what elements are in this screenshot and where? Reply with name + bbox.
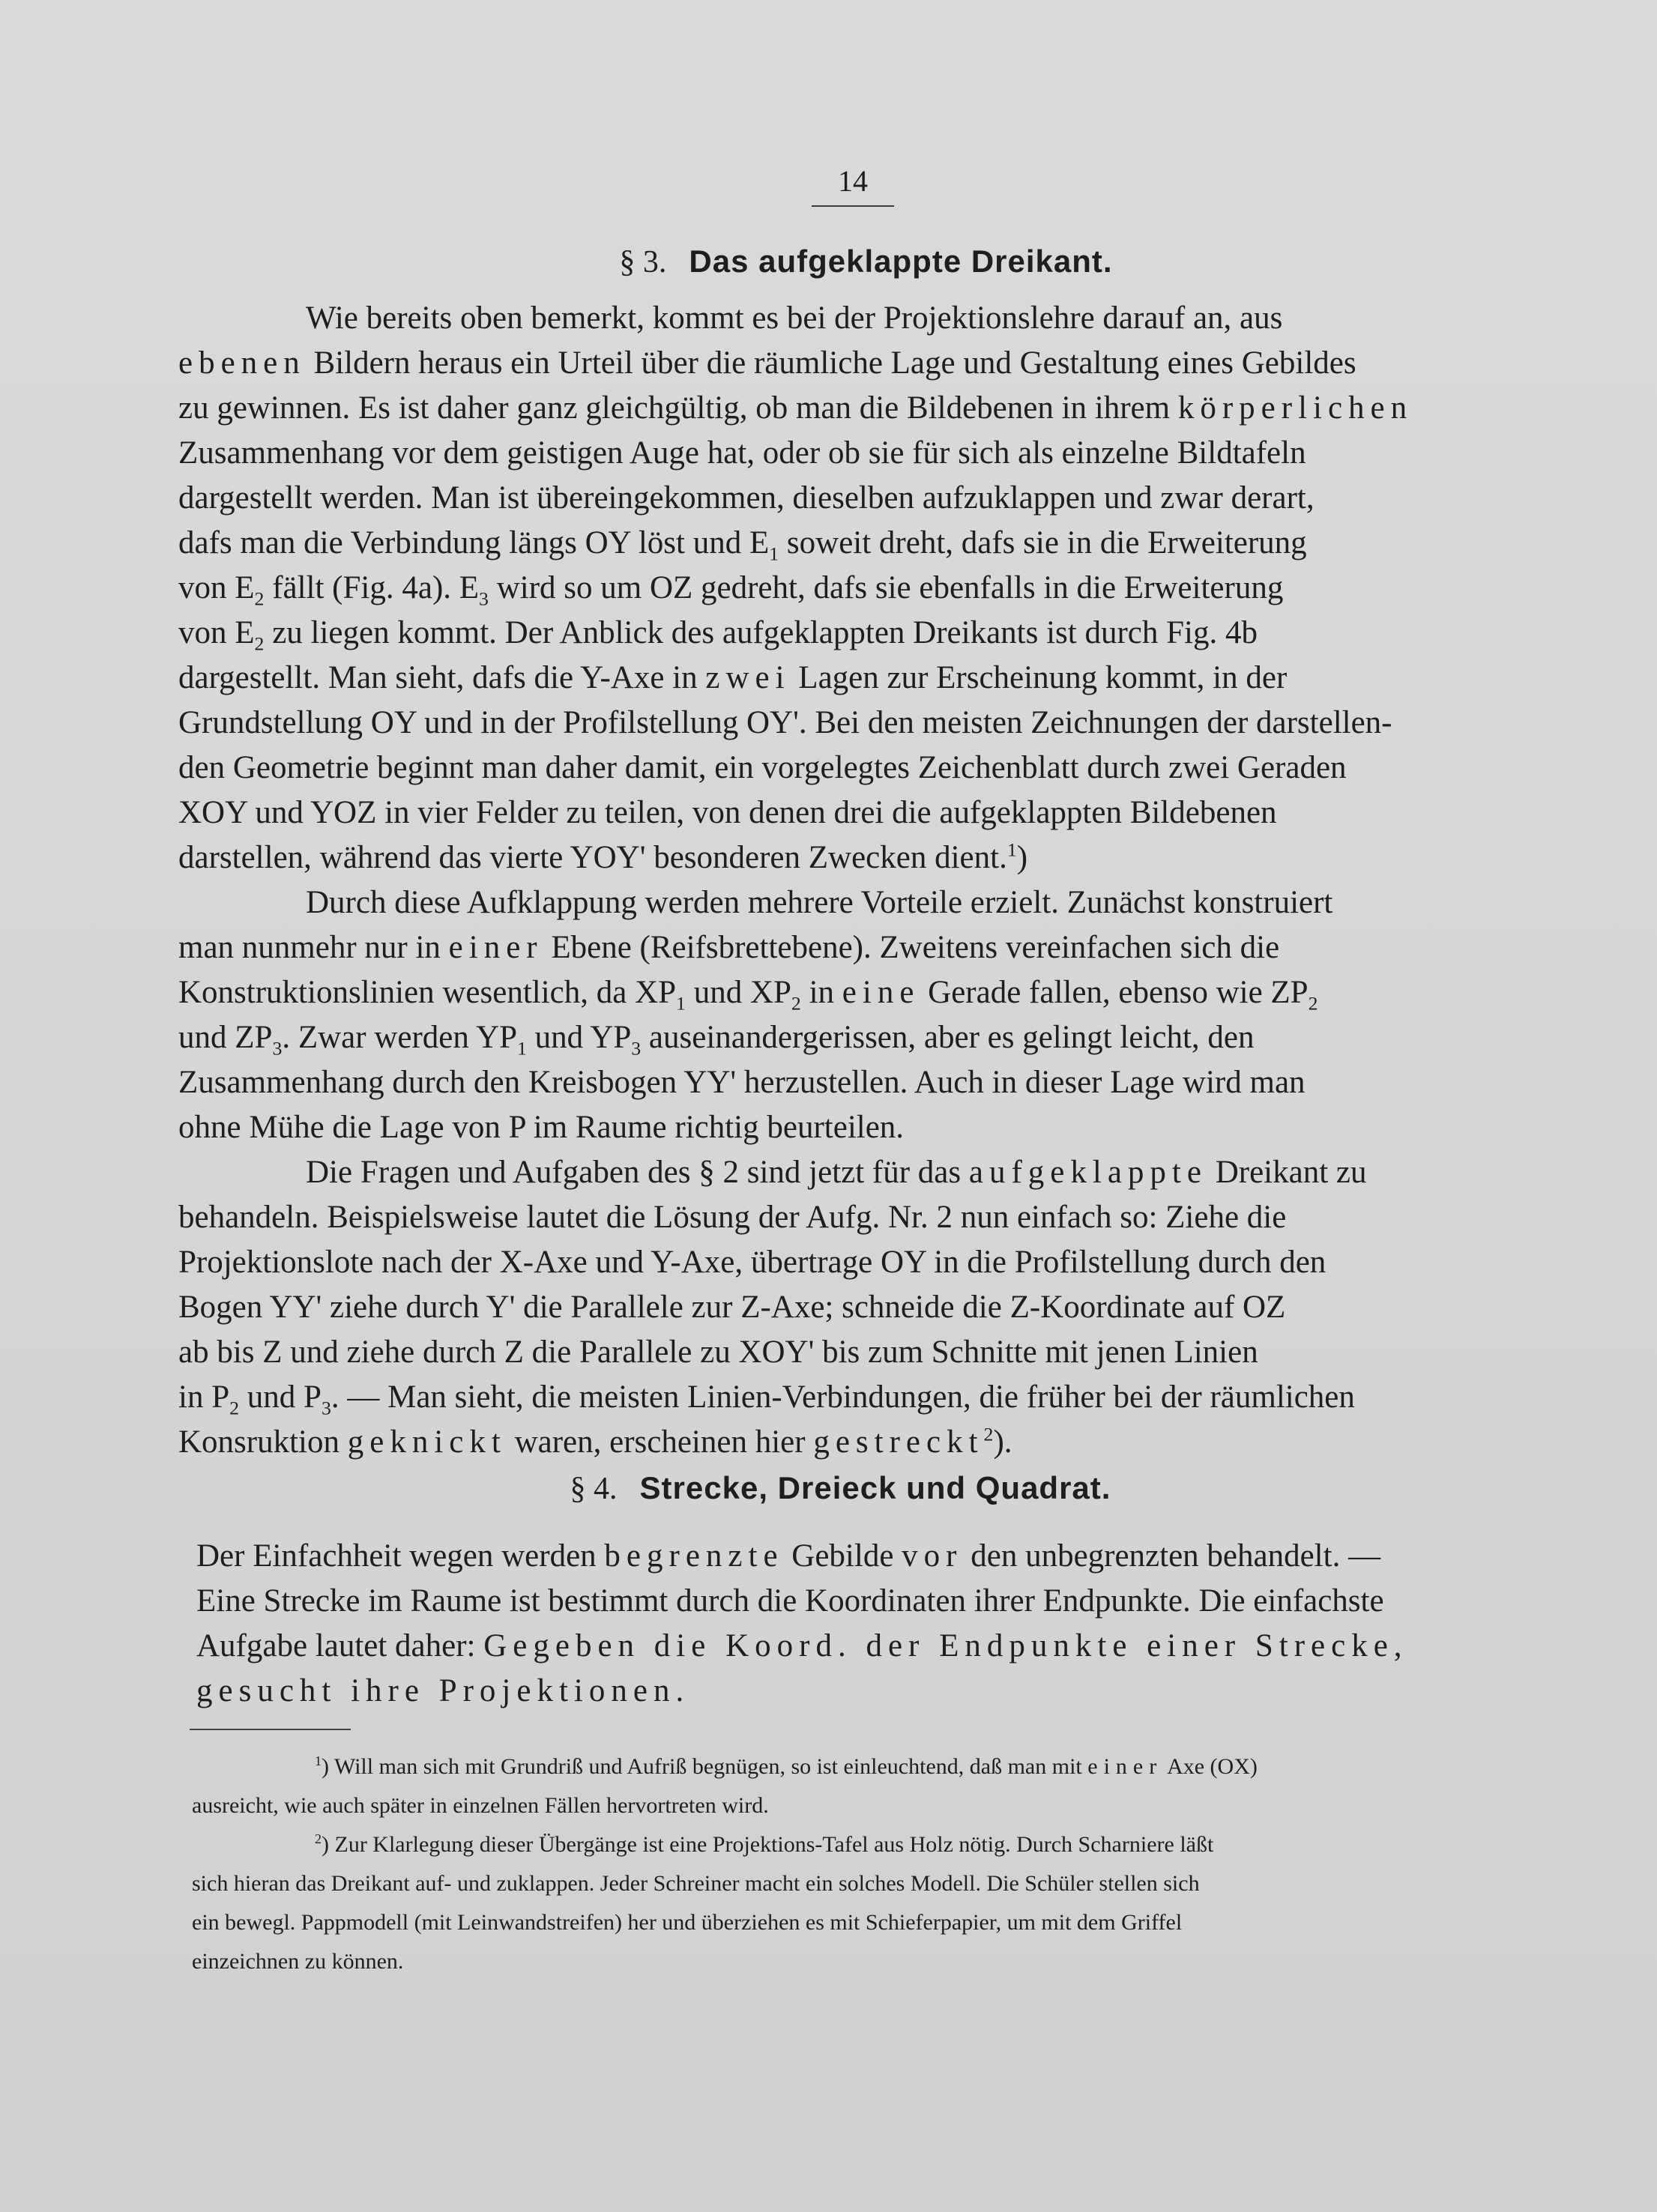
text-line: Zusammenhang durch den Kreisbogen YY' herzustellen. Auch in dieser Lage wird man: [178, 1065, 1306, 1100]
text-line: dafs man die Verbindung längs OY löst und $E_1$ soweit dreht, dafs sie in die Erweiterung: [178, 525, 1307, 565]
text-line: und $ZP_3$. Zwar werden $YP_1$ und $YP_3$ auseinandergerissen, aber es gelingt leicht, den: [178, 1020, 1255, 1060]
text-line: von $E_2$ fällt (Fig. 4a). $E_3$ wird so um OZ gedreht, dafs sie ebenfalls in die Erweiterung: [178, 570, 1284, 610]
text-line: dargestellt werden. Man ist übereingekommen, dieselben aufzuklappen und zwar derart,: [178, 480, 1315, 516]
section-4-number: § 4.: [570, 1472, 618, 1506]
text-line: ab bis Z und ziehe durch Z die Parallele zu XOY' bis zum Schnitte mit jenen Linien: [178, 1335, 1258, 1370]
section-3-number: § 3.: [619, 245, 667, 279]
page-number-rule: [812, 205, 894, 207]
text-line: den Geometrie beginnt man daher damit, ein vorgelegtes Zeichenblatt durch zwei Geraden: [178, 750, 1347, 785]
text-line: Grundstellung OY und in der Profilstellung OY'. Bei den meisten Zeichnungen der darstellen-: [178, 705, 1392, 740]
text-line: Konsruktion geknickt waren, erscheinen hier gestreckt$^2$).: [178, 1423, 1012, 1460]
text-line: behandeln. Beispielsweise lautet die Lösung der Aufg. Nr. 2 nun einfach so: Ziehe die: [178, 1200, 1287, 1235]
section-3-title: Das aufgeklappte Dreikant.: [689, 244, 1113, 279]
text-line: man nunmehr nur in einer Ebene (Reifsbrettebene). Zweitens vereinfachen sich die: [178, 930, 1280, 965]
footnote-rule: [190, 1729, 351, 1730]
text-line: Die Fragen und Aufgaben des § 2 sind jetzt für das aufgeklappte Dreikant zu: [306, 1155, 1367, 1190]
text-line: von $E_2$ zu liegen kommt. Der Anblick des aufgeklappten Dreikants ist durch Fig. 4b: [178, 615, 1258, 655]
footnote-2-cont: sich hieran das Dreikant auf- und zuklappen. Jeder Schreiner macht ein solches Modell. Die Schüler stellen sich: [192, 1871, 1200, 1896]
text-line: Wie bereits oben bemerkt, kommt es bei der Projektionslehre darauf an, aus: [306, 300, 1283, 336]
text-line: ohne Mühe die Lage von P im Raume richtig beurteilen.: [178, 1110, 905, 1145]
text-line: Zusammenhang vor dem geistigen Auge hat, oder ob sie für sich als einzelne Bildtafeln: [178, 435, 1306, 471]
footnote-1-cont: ausreicht, wie auch später in einzelnen Fällen hervortreten wird.: [192, 1793, 769, 1818]
page-number: 14: [838, 164, 868, 198]
section-4-title: Strecke, Dreieck und Quadrat.: [639, 1470, 1111, 1505]
footnote-2-cont: einzeichnen zu können.: [192, 1949, 404, 1974]
footnote-1: $^1$) Will man sich mit Grundriß und Aufriß begnügen, so ist einleuchtend, daß man mit einer Axe (OX): [315, 1753, 1258, 1779]
section-4-heading: [12, 1470, 1657, 1507]
text-line: Bogen YY' ziehe durch Y' die Parallele zur Z-Axe; schneide die Z-Koordinate auf OZ: [178, 1290, 1286, 1325]
text-line: Konstruktionslinien wesentlich, da $XP_1$ und $XP_2$ in eine Gerade fallen, ebenso wie $ZP_2$: [178, 975, 1318, 1015]
footnote-2-cont: ein bewegl. Pappmodell (mit Leinwandstreifen) her und überziehen es mit Schieferpapier, um mit dem Griffel: [192, 1910, 1183, 1935]
text-line: zu gewinnen. Es ist daher ganz gleichgültig, ob man die Bildebenen in ihrem körperlichen: [178, 390, 1413, 426]
text-line: Projektionslote nach der X-Axe und Y-Axe, übertrage OY in die Profilstellung durch den: [178, 1245, 1326, 1280]
text-line: XOY und YOZ in vier Felder zu teilen, von denen drei die aufgeklappten Bildebenen: [178, 795, 1277, 830]
footnote-2: $^2$) Zur Klarlegung dieser Übergänge ist eine Projektions-Tafel aus Holz nötig. Durch Scharniere läßt: [315, 1831, 1214, 1857]
text-line: gesucht ihre Projektionen.: [196, 1673, 690, 1708]
text-line: Eine Strecke im Raume ist bestimmt durch die Koordinaten ihrer Endpunkte. Die einfachste: [196, 1583, 1384, 1619]
text-line: Durch diese Aufklappung werden mehrere Vorteile erzielt. Zunächst konstruiert: [306, 885, 1333, 920]
text-line: dargestellt. Man sieht, dafs die Y-Axe in zwei Lagen zur Erscheinung kommt, in der: [178, 660, 1288, 695]
text-line: Der Einfachheit wegen werden begrenzte Gebilde vor den unbegrenzten behandelt. —: [196, 1538, 1381, 1574]
text-line: darstellen, während das vierte YOY' besonderen Zwecken dient.$^1$): [178, 838, 1028, 875]
text-line: ebenen Bildern heraus ein Urteil über die räumliche Lage und Gestaltung eines Gebildes: [178, 345, 1356, 381]
text-line: Aufgabe lautet daher: Gegeben die Koord. der Endpunkte einer Strecke,: [196, 1628, 1408, 1663]
section-3-heading: [37, 244, 1657, 280]
text-line: in $P_2$ und $P_3$. — Man sieht, die meisten Linien-Verbindungen, die früher bei der räumlichen: [178, 1380, 1355, 1419]
